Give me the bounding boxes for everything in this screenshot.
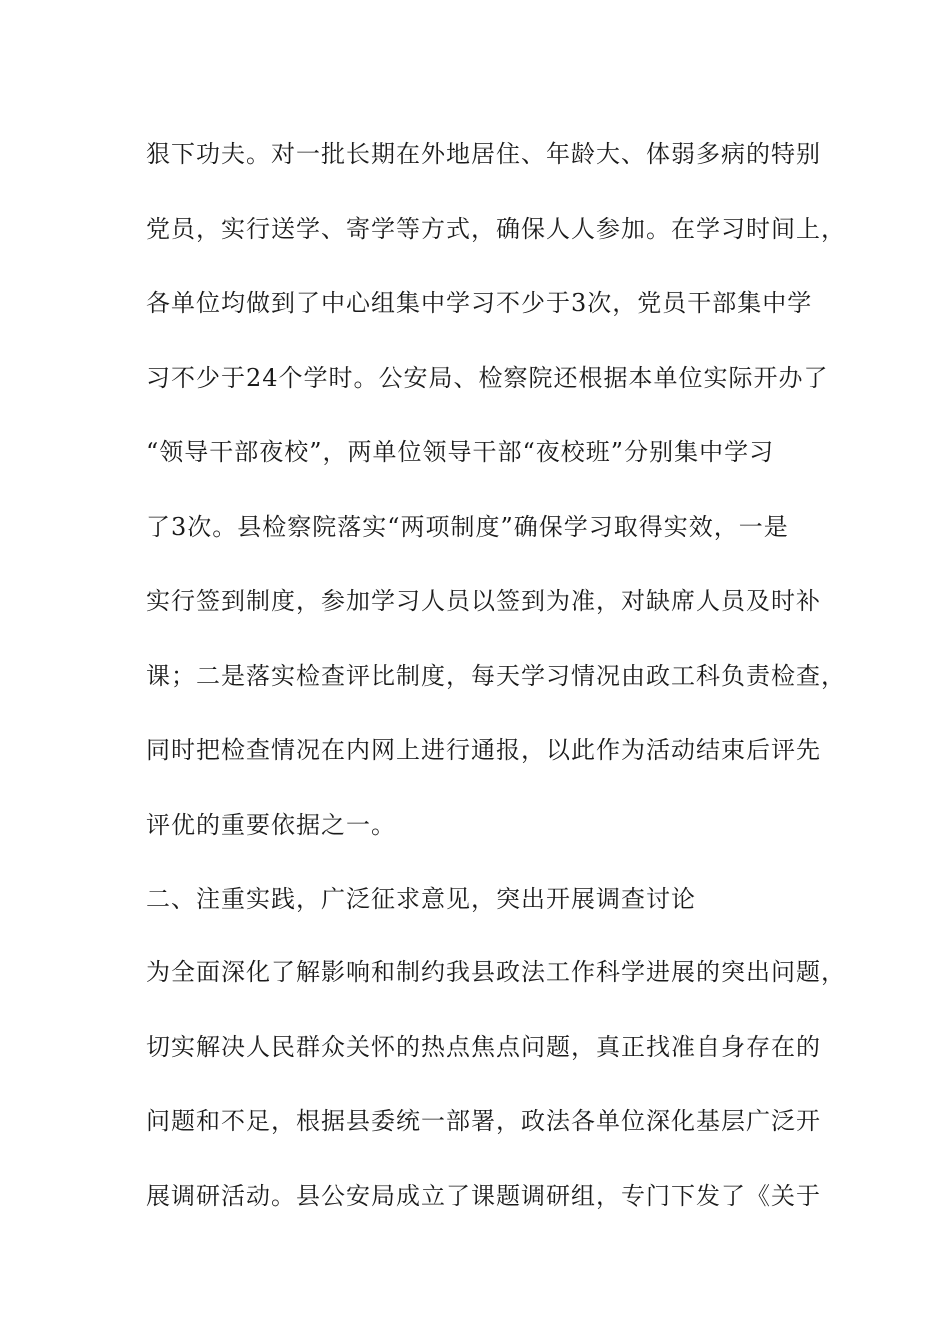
text-line: 习不少于24个学时。公安局、检察院还根据本单位实际开办了 [146,364,829,392]
text-line: 了3次。县检察院落实“两项制度”确保学习取得实效，一是 [146,513,789,541]
section-heading: 二、注重实践，广泛征求意见，突出开展调查讨论 [146,885,696,913]
text-line: 各单位均做到了中心组集中学习不少于3次，党员干部集中学 [146,289,813,317]
text-line: “领导干部夜校”，两单位领导干部“夜校班”分别集中学习 [146,438,775,466]
text-line: 评优的重要依据之一。 [146,811,396,839]
text-line: 狠下功夫。对一批长期在外地居住、年龄大、体弱多病的特别 [146,140,821,168]
text-line: 实行签到制度，参加学习人员以签到为准，对缺席人员及时补 [146,587,821,615]
text-line: 展调研活动。县公安局成立了课题调研组，专门下发了《关于 [146,1182,821,1210]
text-line: 切实解决人民群众关怀的热点焦点问题，真正找准自身存在的 [146,1033,821,1061]
text-line: 为全面深化了解影响和制约我县政法工作科学进展的突出问题， [146,958,846,986]
text-line: 党员，实行送学、寄学等方式，确保人人参加。在学习时间上， [146,215,846,243]
text-line: 课；二是落实检查评比制度，每天学习情况由政工科负责检查， [146,662,846,690]
text-line: 问题和不足，根据县委统一部署，政法各单位深化基层广泛开 [146,1107,821,1135]
text-line: 同时把检查情况在内网上进行通报，以此作为活动结束后评先 [146,736,821,764]
